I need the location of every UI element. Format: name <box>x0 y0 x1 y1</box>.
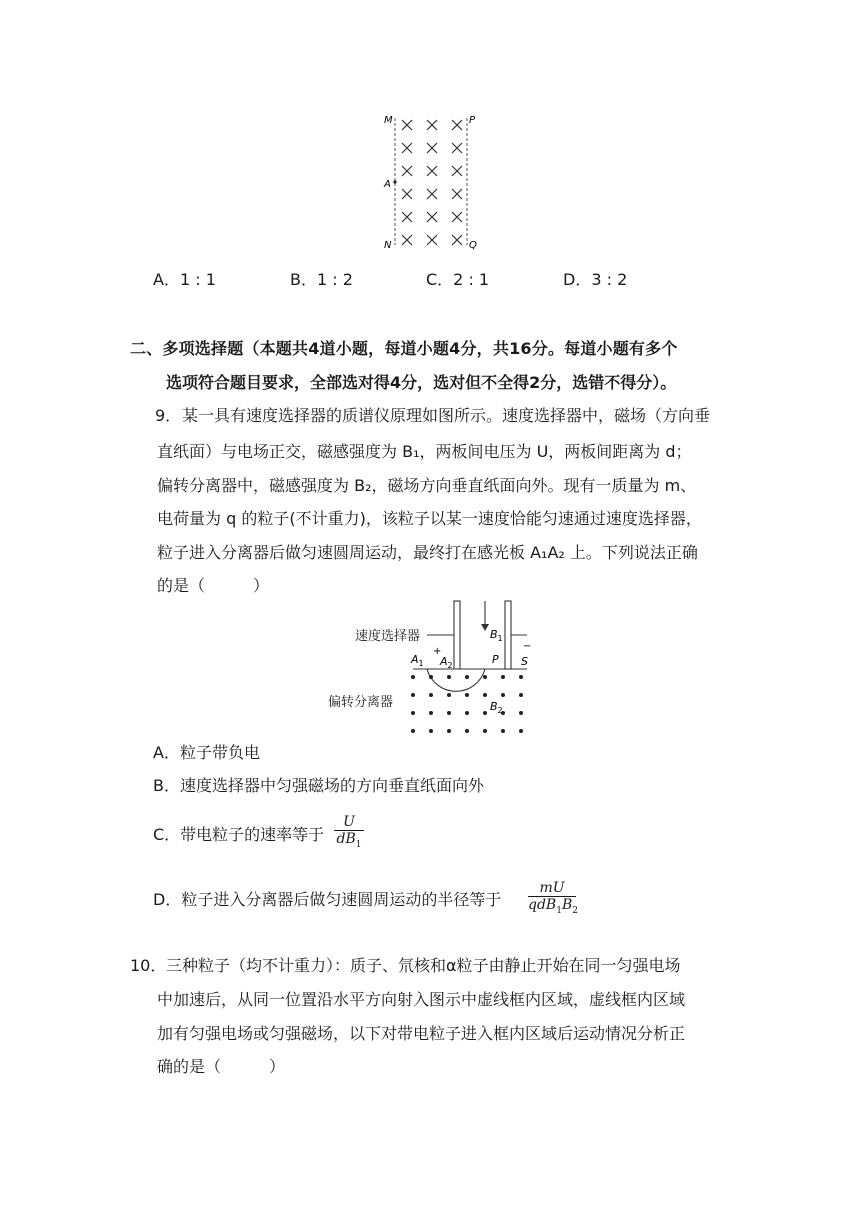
label-b1: $B_1$ <box>490 628 503 643</box>
field-dot <box>465 675 469 679</box>
q9-line1: 某一具有速度选择器的质谱仪原理如图所示。速度选择器中，磁场（方向垂 <box>182 406 711 425</box>
field-dot <box>519 675 523 679</box>
mass-spectrometer-figure <box>405 598 540 740</box>
field-dot <box>411 711 415 715</box>
q9-line5: 粒子进入分离器后做匀速圆周运动，最终打在感光板 A₁A₂ 上。下列说法正确 <box>157 543 698 562</box>
field-dot <box>465 693 469 697</box>
magnetic-field-figure <box>380 110 490 255</box>
cross-grid <box>402 120 462 245</box>
field-dot <box>411 729 415 733</box>
label-deflection-separator: 偏转分离器 <box>328 695 394 710</box>
field-dot <box>447 675 451 679</box>
q8-option-a: A．1 : 1 <box>153 270 216 289</box>
field-dot <box>447 693 451 697</box>
field-dot <box>519 729 523 733</box>
fraction-denominator: $qdB_1B_2$ <box>528 897 578 916</box>
field-dot <box>429 729 433 733</box>
q9-option-b: B．速度选择器中匀强磁场的方向垂直纸面向外 <box>153 776 484 795</box>
field-dot <box>483 675 487 679</box>
field-dot <box>429 675 433 679</box>
q9-option-d: D．粒子进入分离器后做匀速圆周运动的半径等于 <box>153 890 502 909</box>
q9-number: 9． <box>155 406 182 425</box>
field-dot <box>429 711 433 715</box>
field-dot <box>465 711 469 715</box>
q9-option-d-fraction <box>528 880 576 919</box>
q10-line2: 中加速后，从同一位置沿水平方向射入图示中虚线框内区域，虚线框内区域 <box>157 990 686 1009</box>
field-dot <box>429 693 433 697</box>
section-heading-line2: 选项符合题目要求，全部选对得4分，选对但不全得2分，选错不得分）。 <box>166 373 677 392</box>
q9-line4: 电荷量为 q 的粒子(不计重力)，该粒子以某一速度恰能匀速通过速度选择器， <box>157 509 702 528</box>
q9-line6: 的是（ ） <box>157 576 270 595</box>
field-dot <box>501 729 505 733</box>
dot-grid <box>411 675 523 733</box>
q9-option-a: A．粒子带负电 <box>153 743 260 762</box>
q8-option-d: D．3 : 2 <box>563 270 628 289</box>
field-dot <box>501 693 505 697</box>
q10-line3: 加有匀强电场或匀强磁场，以下对带电粒子进入框内区域后运动情况分析正 <box>157 1024 686 1043</box>
q9-line3: 偏转分离器中，磁感强度为 B₂，磁场方向垂直纸面向外。现有一质量为 m、 <box>157 476 697 495</box>
q10-line1: 三种粒子（均不计重力）：质子、氘核和α粒子由静止开始在同一匀强电场 <box>166 956 681 975</box>
section-heading-line1: 二、多项选择题（本题共4道小题，每道小题4分，共16分。每道小题有多个 <box>130 339 678 358</box>
label-a2: $A_2$ <box>440 655 453 670</box>
field-dot <box>447 729 451 733</box>
field-dot <box>465 729 469 733</box>
field-dot <box>483 711 487 715</box>
label-s: S <box>521 655 528 668</box>
q9-option-c-fraction <box>334 814 364 853</box>
field-dot <box>501 675 505 679</box>
label-a1: $A_1$ <box>411 653 424 668</box>
field-dot <box>483 729 487 733</box>
point-a <box>393 180 396 183</box>
field-dot <box>411 693 415 697</box>
right-plate <box>505 601 511 669</box>
beam-arrow-icon <box>481 624 489 631</box>
fraction-denominator: $dB_1$ <box>336 831 362 850</box>
particle-trajectory <box>427 669 485 691</box>
label-plus: + <box>433 646 442 657</box>
label-p: P <box>492 653 499 666</box>
field-dot <box>447 711 451 715</box>
label-a: A <box>384 179 391 190</box>
label-m: M <box>384 115 393 126</box>
label-b2: $B_2$ <box>490 700 503 715</box>
field-dot <box>519 711 523 715</box>
label-q: Q <box>469 240 477 251</box>
field-dot <box>483 693 487 697</box>
q8-option-b: B．1 : 2 <box>290 270 353 289</box>
q8-option-c: C．2 : 1 <box>426 270 490 289</box>
fraction-numerator: U <box>343 814 355 830</box>
q9-option-c: C．带电粒子的速率等于 <box>153 825 325 844</box>
label-n: N <box>384 240 392 251</box>
q10-line4: 确的是（ ） <box>157 1057 286 1076</box>
label-velocity-selector: 速度选择器 <box>355 629 421 644</box>
q9-line2: 直纸面）与电场正交，磁感强度为 B₁，两板间电压为 U，两板间距离为 d； <box>157 442 692 461</box>
fraction-numerator: mU <box>539 880 565 896</box>
field-dot <box>519 693 523 697</box>
label-minus: − <box>523 641 532 652</box>
left-plate <box>454 601 460 669</box>
field-dot <box>411 675 415 679</box>
q10-number: 10． <box>130 956 167 975</box>
label-p: P <box>469 115 476 126</box>
